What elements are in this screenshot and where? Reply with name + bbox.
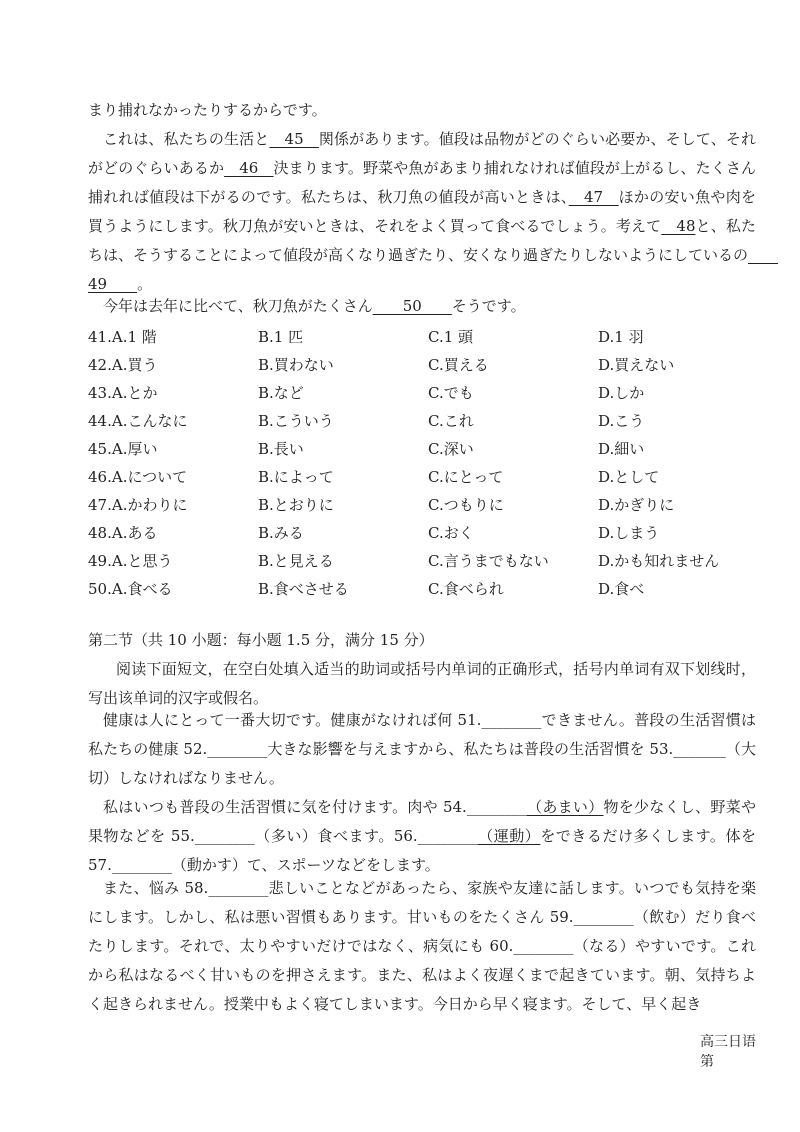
blank-56: ________: [417, 827, 478, 845]
passage1-paragraph2: 今年は去年に比べて、秋刀魚がたくさん 50 そうです。: [103, 297, 526, 315]
passage1-paragraph: これは、私たちの生活と 45 関係があります。値段は品物がどのぐらい必要か、そして、それがどのぐらいあるか 46 決まります。野菜や魚があまり捕れなければ値段が上がるし、たくさん捕れれば値段は下がるのです。私たちは、秋刀魚の値段が高いときは、 47 ほかの安い魚や肉を買うようにします。秋刀魚が安いときは、それをよく買って食べるでしょう。考えて 48と、私たちは、そうすることによって値段が高くなり過ぎたり、安くなり過ぎたりしないようにしているの 49 。: [88, 130, 779, 293]
option-row-42: 42.A.買う B.買わない C.買える D.買えない: [88, 355, 675, 374]
option-row-43: 43.A.とか B.など C.でも D.しか: [88, 383, 645, 402]
blank-49: 49: [88, 246, 779, 293]
word-undou: （運動）: [477, 827, 541, 845]
passage1-line0: まり捕れなかったりするからです。: [88, 101, 327, 119]
passage2-paragraph2: 私はいつも普段の生活習慣に気を付けます。肉や 54.________（あまい）物を少なくし、野菜や果物などを 55.________（多い）食べます。56.________（運動）をできるだけ多くします。体を 57.________（動かす）て、スポーツなどをします。: [88, 798, 756, 874]
blank-48: 48: [661, 217, 696, 235]
blank-52: ________: [207, 740, 268, 758]
option-row-45: 45.A.厚い B.長い C.深い D.細い: [88, 439, 645, 458]
blank-58: ________: [208, 879, 269, 897]
blank-57: ________: [111, 856, 172, 874]
passage2-paragraph1: 健康は人にとって一番大切です。健康がなければ何 51.________できません。普段の生活習慣は私たちの健康 52.________大きな影響を与えますから、私たちは普段の生活習慣を 53._______（大切）しなければなりません。: [88, 711, 756, 787]
blank-50: 50: [372, 297, 452, 315]
blank-53: _______: [673, 740, 726, 758]
option-row-50: 50.A.食べる B.食べさせる C.食べられ D.食べ: [88, 579, 645, 598]
blank-51: ________: [481, 711, 542, 729]
section2-heading: 第二节（共 10 小题：每小题 1.5 分，满分 15 分）: [88, 631, 434, 649]
footer-page: 第: [700, 1054, 714, 1070]
passage2-paragraph3: また、悩み 58.________悲しいことなどがあったら、家族や友達に話します。いつでも気持を楽にします。しかし、私は悪い習慣もあります。甘いものをたくさん 59.________（飲む）だり食べたりします。それで、太りやすいだけではなく、病気にも 60.________（なる）やすいです。これから私はなるべく甘いものを押さえます。また、私はよく夜遅くまで起きています。朝、気持ちよく起きられません。授業中もよく寝てしまいます。今日から早く寝ます。そして、早く起き: [88, 879, 757, 1013]
option-row-47: 47.A.かわりに B.とおりに C.つもりに D.かぎりに: [88, 495, 675, 514]
footer-subject: 高三日语: [700, 1034, 756, 1050]
option-row-48: 48.A.ある B.みる C.おく D.しまう: [88, 523, 660, 542]
word-amai: （あまい）: [526, 798, 604, 816]
section2-instruction: 阅读下面短文，在空白处填入适当的助词或括号内单词的正确形式，括号内单词有双下划线时，写出该单词的汉字或假名。: [88, 660, 756, 707]
blank-60: ________: [513, 937, 574, 955]
blank-54: ________: [466, 798, 527, 816]
blank-47: 47: [568, 188, 619, 206]
option-row-41: 41.A.1 階 B.1 匹 C.1 頭 D.1 羽: [88, 327, 644, 346]
blank-55: ________: [194, 827, 255, 845]
blank-46: 46: [224, 159, 274, 177]
options-table: [88, 322, 768, 602]
page-footer: [700, 1031, 800, 1071]
option-row-44: 44.A.こんなに B.こういう C.これ D.こう: [88, 411, 645, 430]
blank-45: 45: [269, 130, 319, 148]
option-row-49: 49.A.と思う B.と見える C.言うまでもない D.かも知れません: [88, 551, 720, 570]
blank-59: ________: [573, 908, 634, 926]
option-row-46: 46.A.について B.によって C.にとって D.として: [88, 467, 660, 486]
